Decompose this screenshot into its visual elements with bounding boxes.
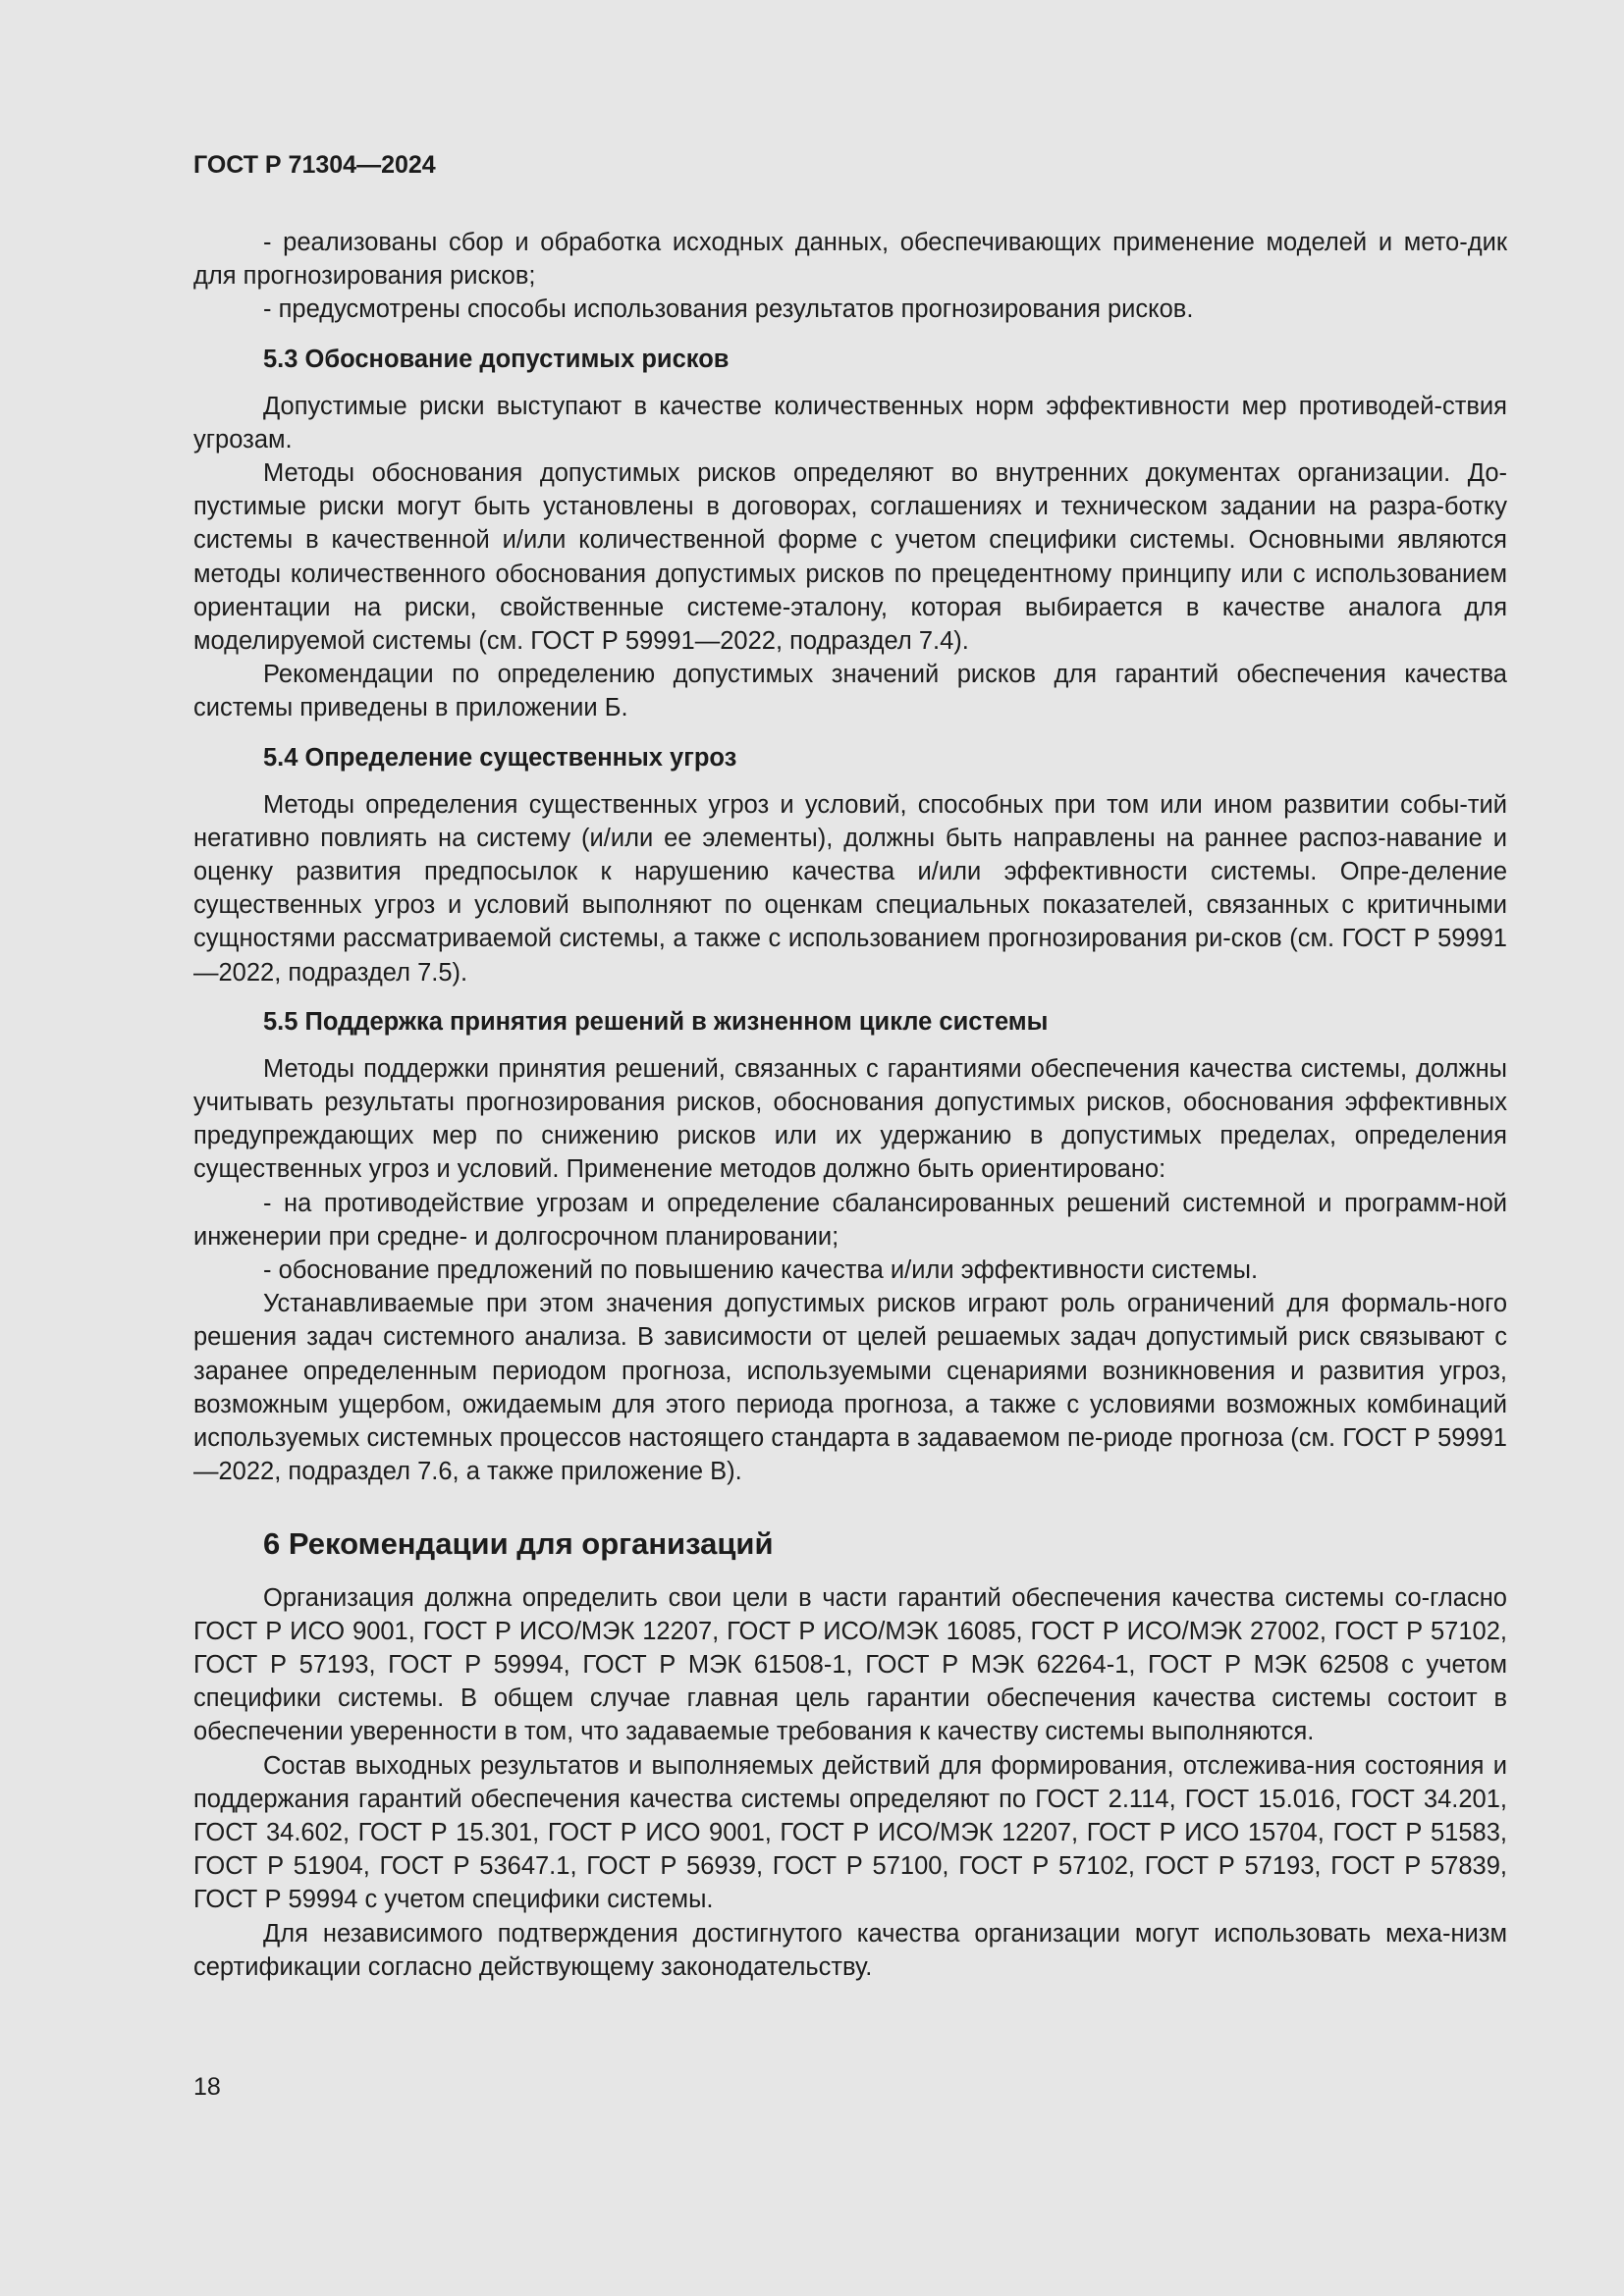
- paragraph: Для независимого подтверждения достигнутого качества организации могут использовать меха-низм сертификации согласно действующему законодательству.: [193, 1919, 1507, 1981]
- list-item: - обоснование предложений по повышению качества и/или эффективности системы.: [263, 1256, 1259, 1285]
- page-number: 18: [193, 2073, 221, 2101]
- paragraph: Методы определения существенных угроз и условий, способных при том или ином развитии собы-тий негативно повлиять на систему (и/или ее элементы), должны быть направлены на раннее распоз-навание и оценку развития предпосылок к нарушению качества и/или эффективности системы. Опре-деление существенных угроз и условий выполняют по оценкам специальных показателей, связанных с критичными сущностями рассматриваемой системы, а также с использованием прогнозирования ри-сков (см. ГОСТ Р 59991—2022, подраздел 7.5).: [193, 790, 1507, 987]
- paragraph: Состав выходных результатов и выполняемых действий для формирования, отслежива-ния состояния и поддержания гарантий обеспечения качества системы определяют по ГОСТ 2.114, ГОСТ 15.016, ГОСТ 34.201, ГОСТ 34.602, ГОСТ Р 15.301, ГОСТ Р ИСО 9001, ГОСТ Р ИСО/МЭК 12207, ГОСТ Р ИСО 15704, ГОСТ Р 51583, ГОСТ Р 51904, ГОСТ Р 53647.1, ГОСТ Р 56939, ГОСТ Р 57100, ГОСТ Р 57102, ГОСТ Р 57193, ГОСТ Р 57839, ГОСТ Р 59994 с учетом специфики системы.: [193, 1751, 1507, 1914]
- section-heading-6: 6 Рекомендации для организаций: [263, 1525, 774, 1561]
- paragraph: Методы обоснования допустимых рисков определяют во внутренних документах организации. До-пустимые риски могут быть установлены в договорах, соглашениях и техническом задании на разра-ботку системы в качественной и/или количественной форме с учетом специфики системы. Основными являются методы количественного обоснования допустимых рисков по прецедентному принципу или с использованием ориентации на риски, свойственные системе-эталону, которая выбирается в качестве аналога для моделируемой системы (см. ГОСТ Р 59991—2022, подраздел 7.4).: [193, 459, 1507, 656]
- list-item: - предусмотрены способы использования результатов прогнозирования рисков.: [263, 295, 1194, 324]
- list-item: - на противодействие угрозам и определение сбалансированных решений системной и программ-ной инженерии при средне- и долгосрочном планировании;: [193, 1189, 1507, 1251]
- document-page: [193, 147, 1507, 1984]
- paragraph: Устанавливаемые при этом значения допустимых рисков играют роль ограничений для формаль-ного решения задач системного анализа. В зависимости от целей решаемых задач допустимый риск связывают с заранее определенным периодом прогноза, используемыми сценариями возникновения и развития угроз, возможным ущербом, ожидаемым для этого периода прогноза, а также с условиями возможных комбинаций используемых системных процессов настоящего стандарта в задаваемом пе-риоде прогноза (см. ГОСТ Р 59991—2022, подраздел 7.6, а также приложение В).: [193, 1290, 1507, 1486]
- paragraph: Организация должна определить свои цели в части гарантий обеспечения качества системы со-гласно ГОСТ Р ИСО 9001, ГОСТ Р ИСО/МЭК 12207, ГОСТ Р ИСО/МЭК 16085, ГОСТ Р ИСО/МЭК 27002, ГОСТ Р 57102, ГОСТ Р 57193, ГОСТ Р 59994, ГОСТ Р МЭК 61508-1, ГОСТ Р МЭК 62264-1, ГОСТ Р МЭК 62508 с учетом специфики системы. В общем случае главная цель гарантии обеспечения качества системы состоит в обеспечении уверенности в том, что задаваемые требования к качеству системы выполняются.: [193, 1583, 1507, 1746]
- list-item: - реализованы сбор и обработка исходных данных, обеспечивающих применение моделей и мето-дик для прогнозирования рисков;: [193, 229, 1507, 291]
- paragraph: Методы поддержки принятия решений, связанных с гарантиями обеспечения качества системы, должны учитывать результаты прогнозирования рисков, обоснования допустимых рисков, обоснования эффективных предупреждающих мер по снижению рисков или их удержанию в допустимых пределах, определения существенных угроз и условий. Применение методов должно быть ориентировано:: [193, 1054, 1507, 1184]
- document-header-code: ГОСТ Р 71304—2024: [193, 151, 436, 179]
- subsection-heading-5-3: 5.3 Обоснование допустимых рисков: [263, 345, 730, 373]
- paragraph: Допустимые риски выступают в качестве количественных норм эффективности мер противодей-ствия угрозам.: [193, 392, 1507, 454]
- subsection-heading-5-5: 5.5 Поддержка принятия решений в жизненном цикле системы: [263, 1007, 1049, 1036]
- subsection-heading-5-4: 5.4 Определение существенных угроз: [263, 743, 737, 772]
- paragraph: Рекомендации по определению допустимых значений рисков для гарантий обеспечения качества системы приведены в приложении Б.: [193, 661, 1507, 722]
